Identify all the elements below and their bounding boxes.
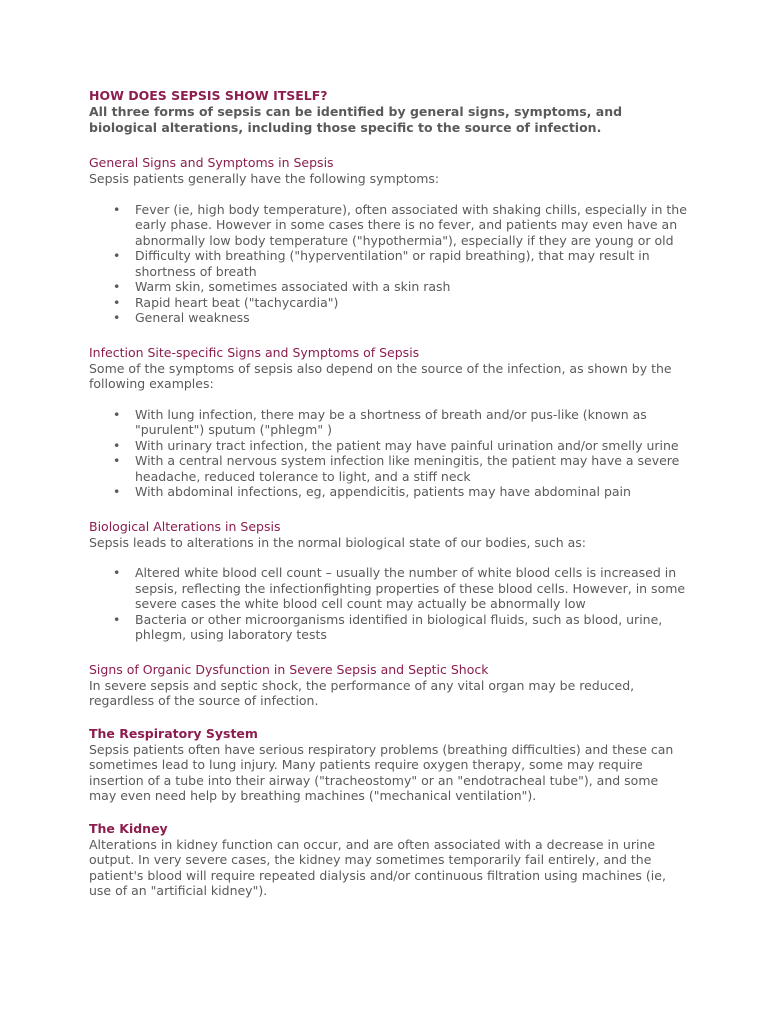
page-title: HOW DOES SEPSIS SHOW ITSELF? <box>89 88 328 103</box>
list-item-text: General weakness <box>135 310 250 325</box>
document-page <box>89 88 689 916</box>
section-heading-organic-dysfunction: Signs of Organic Dysfunction in Severe Sepsis and Septic Shock <box>89 661 489 677</box>
section-text-organic-dysfunction: In severe sepsis and septic shock, the performance of any vital organ may be reduced, regardless of the source of infection. <box>89 677 635 708</box>
list-item-text: Bacteria or other microorganisms identified in biological fluids, such as blood, urine, phlegm, using laboratory tests <box>135 611 663 642</box>
list-item <box>89 565 689 612</box>
section-heading-kidney: The Kidney <box>89 820 168 836</box>
section-heading-respiratory-system: The Respiratory System <box>89 725 258 741</box>
list-item-text: With lung infection, there may be a shortness of breath and/or pus-like (known as "purulent") sputum ("phlegm" ) <box>135 406 647 437</box>
section-text-general-signs: Sepsis patients generally have the following symptoms: <box>89 171 440 186</box>
section-text-biological-alterations: Sepsis leads to alterations in the normal biological state of our bodies, such as: <box>89 534 587 550</box>
list-item-text: Fever (ie, high body temperature), often associated with shaking chills, especially in the early phase. However in some cases there is no fever, and patients may even have an abnormally low body temperature ("hypothermia"), especially if they are young or old <box>135 201 687 248</box>
list-item <box>89 202 689 249</box>
list-item <box>89 484 689 500</box>
bullet-icon: • <box>113 201 121 217</box>
bullet-icon: • <box>113 437 121 453</box>
list-item-text: With abdominal infections, eg, appendicitis, patients may have abdominal pain <box>135 484 631 499</box>
list-item <box>89 612 689 643</box>
list-item-text: With a central nervous system infection like meningitis, the patient may have a severe headache, reduced tolerance to light, and a stiff neck <box>135 453 680 484</box>
list-item <box>89 407 689 438</box>
bullet-list-general-signs <box>89 202 689 326</box>
list-item <box>89 279 689 295</box>
list-item-text: Altered white blood cell count – usually the number of white blood cells is increased in sepsis, reflecting the infectionfighting properties of these blood cells. However, in some severe cases the white blood cell count may actually be abnormally low <box>135 565 686 611</box>
section-text-respiratory-system: Sepsis patients often have serious respiratory problems (breathing difficulties) and these can sometimes lead to lung injury. Many patients require oxygen therapy, some may require insertion of a tube into their airway ("tracheostomy" or an "endotracheal tube"), and some may even need help by breathing machines ("mechanical ventilation"). <box>89 741 674 803</box>
list-item <box>89 438 689 454</box>
bullet-list-biological-alterations <box>89 565 689 643</box>
section-heading-infection-site: Infection Site-specific Signs and Symptoms of Sepsis <box>89 344 420 360</box>
list-item <box>89 453 689 484</box>
section-text-infection-site: Some of the symptoms of sepsis also depend on the source of the infection, as shown by the following examples: <box>89 360 672 391</box>
bullet-icon: • <box>113 611 121 627</box>
list-item <box>89 295 689 311</box>
list-item-text: With urinary tract infection, the patient may have painful urination and/or smelly urine <box>135 437 679 453</box>
section-text-kidney: Alterations in kidney function can occur, and are often associated with a decrease in urine output. In very severe cases, the kidney may sometimes temporarily fail entirely, and the patient's blood will require repeated dialysis and/or continuous filtration using machines (ie, use of an "artificial kidney"). <box>89 836 666 898</box>
list-item-text: Rapid heart beat ("tachycardia") <box>135 294 339 310</box>
list-item <box>89 248 689 279</box>
bullet-icon: • <box>113 484 121 499</box>
intro-paragraph: All three forms of sepsis can be identified by general signs, symptoms, and biological alterations, including those specific to the source of infection. <box>89 104 623 135</box>
bullet-icon: • <box>113 565 121 580</box>
section-heading-biological-alterations: Biological Alterations in Sepsis <box>89 518 281 534</box>
list-item <box>89 310 689 326</box>
bullet-icon: • <box>113 310 121 325</box>
list-item-text: Difficulty with breathing ("hyperventilation" or rapid breathing), that may result in shortness of breath <box>135 248 650 279</box>
bullet-icon: • <box>113 406 121 422</box>
bullet-icon: • <box>113 294 121 310</box>
section-heading-general-signs: General Signs and Symptoms in Sepsis <box>89 155 334 170</box>
bullet-list-infection-site <box>89 407 689 500</box>
bullet-icon: • <box>113 248 121 263</box>
list-item-text: Warm skin, sometimes associated with a skin rash <box>135 279 451 294</box>
bullet-icon: • <box>113 279 121 294</box>
bullet-icon: • <box>113 453 121 468</box>
